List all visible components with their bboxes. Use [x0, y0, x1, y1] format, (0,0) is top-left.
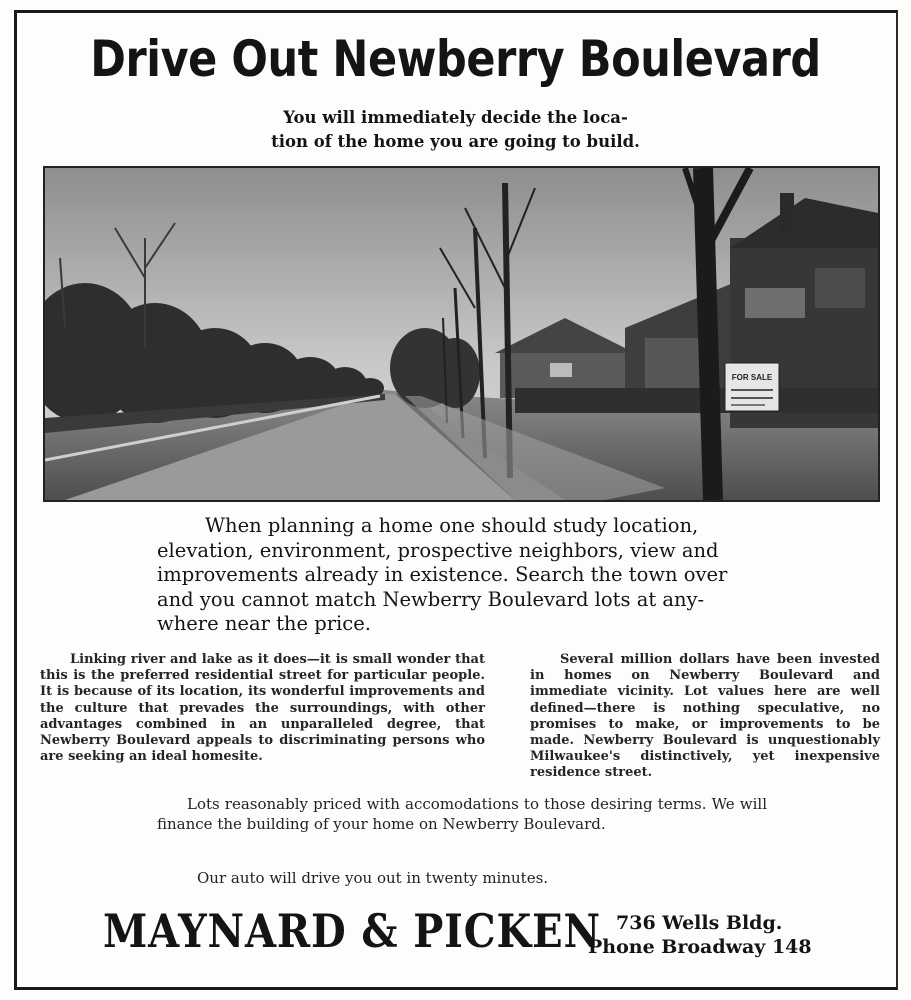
photo-sign-text: FOR SALE	[731, 373, 773, 382]
lead-line-3: improvements already in existence. Search the town over	[157, 563, 728, 586]
lead-line-2: elevation, environment, prospective neighbors, view and	[157, 538, 719, 562]
lead-line-5: where near the price.	[157, 612, 371, 635]
right-column-text: Several million dollars have been invested in homes on Newberry Boulevard and immediate vicinity. Lot values here are well defined—there is nothing speculative, no promises to make, or improvements to be made. Newberry Boulevard is unquestionably Milwaukee's distinctively, yet inexpensive residence street.	[530, 652, 880, 781]
lots-paragraph: Lots reasonably priced with accomodations to those desiring terms. We will finance the building of your home on Newberry Boulevard.	[157, 795, 767, 833]
address-line-1: 736 Wells Bldg.	[616, 912, 783, 934]
lead-line-1: When planning a home one should study location,	[205, 514, 699, 537]
subhead	[0, 106, 911, 154]
address-line-2: Phone Broadway 148	[588, 936, 812, 958]
street-photo	[43, 166, 880, 502]
subhead-line-2: tion of the home you are going to build.	[271, 132, 640, 151]
headline: Drive Out Newberry Boulevard	[90, 30, 821, 88]
left-column-text: Linking river and lake as it does—it is small wonder that this is the preferred residential street for particular people. It is because of its location, its wonderful improvements and the culture that prevades the surroundings, with other advantages combined in an unparalleled degree, that Newberry Boulevard appeals to discriminating persons who are seeking an ideal homesite.	[40, 652, 485, 765]
lead-line-4: and you cannot match Newberry Boulevard lots at any-	[157, 587, 705, 611]
auto-line: Our auto will drive you out in twenty minutes.	[197, 869, 549, 887]
address-block	[588, 911, 812, 959]
subhead-line-1: You will immediately decide the loca-	[283, 108, 628, 127]
lead-paragraph	[157, 514, 767, 637]
firm-name: MAYNARD & PICKEN	[103, 904, 601, 958]
